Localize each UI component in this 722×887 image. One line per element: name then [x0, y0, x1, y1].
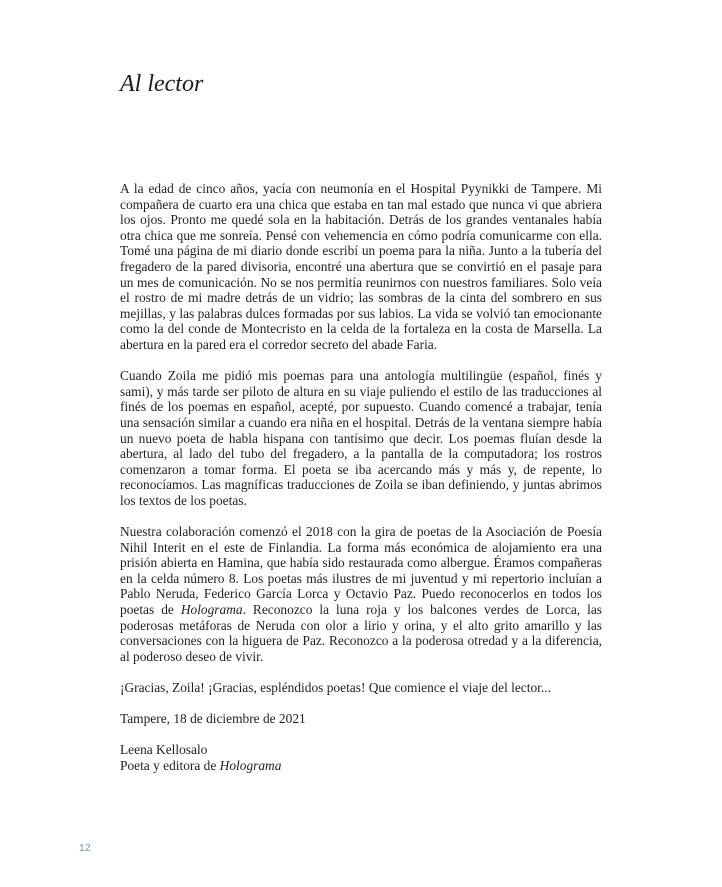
page-number: 12 — [79, 843, 92, 854]
book-title-inline: Holograma — [180, 602, 243, 618]
place-date: Tampere, 18 de diciembre de 2021 — [120, 711, 306, 727]
paragraph-3 — [120, 524, 602, 664]
author-name: Leena Kellosalo — [120, 742, 208, 758]
body-text — [120, 181, 602, 774]
book-title-signature: Holograma — [219, 757, 282, 773]
paragraph-2: Cuando Zoila me pidió mis poemas para una antología multilingüe (español, finés y sami), y más tarde ser piloto de altura en su viaje puliendo el estilo de las traducciones al finés de los poemas en español, acepté, por supuesto. Cuando comencé a trabajar, tenía una sensación similar a cuando era niña en el hospital. Detrás de la ventana siempre había un nuevo poeta de habla hispana con tantísimo que decir. Los poemas fluían desde la abertura, al lado del tubo del fregadero, a la pantalla de la computadora; los rostros comenzaron a tomar forma. El poeta se iba acercando más y más y, de repente, lo reconocíamos. Las magníficas traducciones de Zoila se iban definiendo, y juntas abrimos los textos de los poetas. — [120, 368, 602, 508]
paragraph-3-text-after: . Reconozco la luna roja y los balcones verdes de Lorca, las poderosas metáforas de Neruda con olor a lirio y orina, y el alto grito amarillo y las conversaciones con la higuera de Paz. Reconozco a la poderosa otredad y a la diferencia, al poderoso deseo de vivir. — [120, 602, 602, 664]
paragraph-1: A la edad de cinco años, yacía con neumonía en el Hospital Pyynikki de Tampere. Mi compañera de cuarto era una chica que estaba en tan mal estado que nunca vi que abriera los ojos. Pronto me quedé sola en la habitación. Detrás de los grandes ventanales había otra chica que me sonreía. Pensé con vehemencia en cómo podría comunicarme con ella. Tomé una página de mi diario donde escribí un poema para la niña. Junto a la tubería del fregadero de la pared divisoria, encontré una abertura que se convirtió en el pasaje para un mes de comunicación. No se nos permitía reunirnos con nuestros familiares. Solo veía el rostro de mi madre detrás de un vidrio; las sombras de la cinta del sombrero en sus mejillas, y las palabras dulces formadas por sus labios. La vida se volvió tan emocionante como la del conde de Montecristo en la celda de la fortaleza en la costa de Marsella. La abertura en la pared era el corredor secreto del abade Faria. — [120, 181, 602, 352]
author-role-prefix: Poeta y editora de — [120, 757, 220, 773]
paragraph-3-text-before: Nuestra colaboración comenzó el 2018 con la gira de poetas de la Asociación de Poesía Nihil Interit en el este de Finlandia. La forma más económica de alojamiento era una prisión abierta en Hamina, que había sido restaurada como albergue. Éramos compañeras en la celda número 8. Los poetas más ilustres de mi juventud y mi repertorio incluían a Pablo Neruda, Federico García Lorca y Octavio Paz. Puedo reconocerlos en todos los poetas de — [120, 524, 602, 618]
closing-line: ¡Gracias, Zoila! ¡Gracias, espléndidos poetas! Que comience el viaje del lector... — [120, 680, 551, 695]
signature-block — [120, 742, 602, 773]
page-title: Al lector — [120, 71, 204, 97]
author-role — [120, 758, 602, 774]
